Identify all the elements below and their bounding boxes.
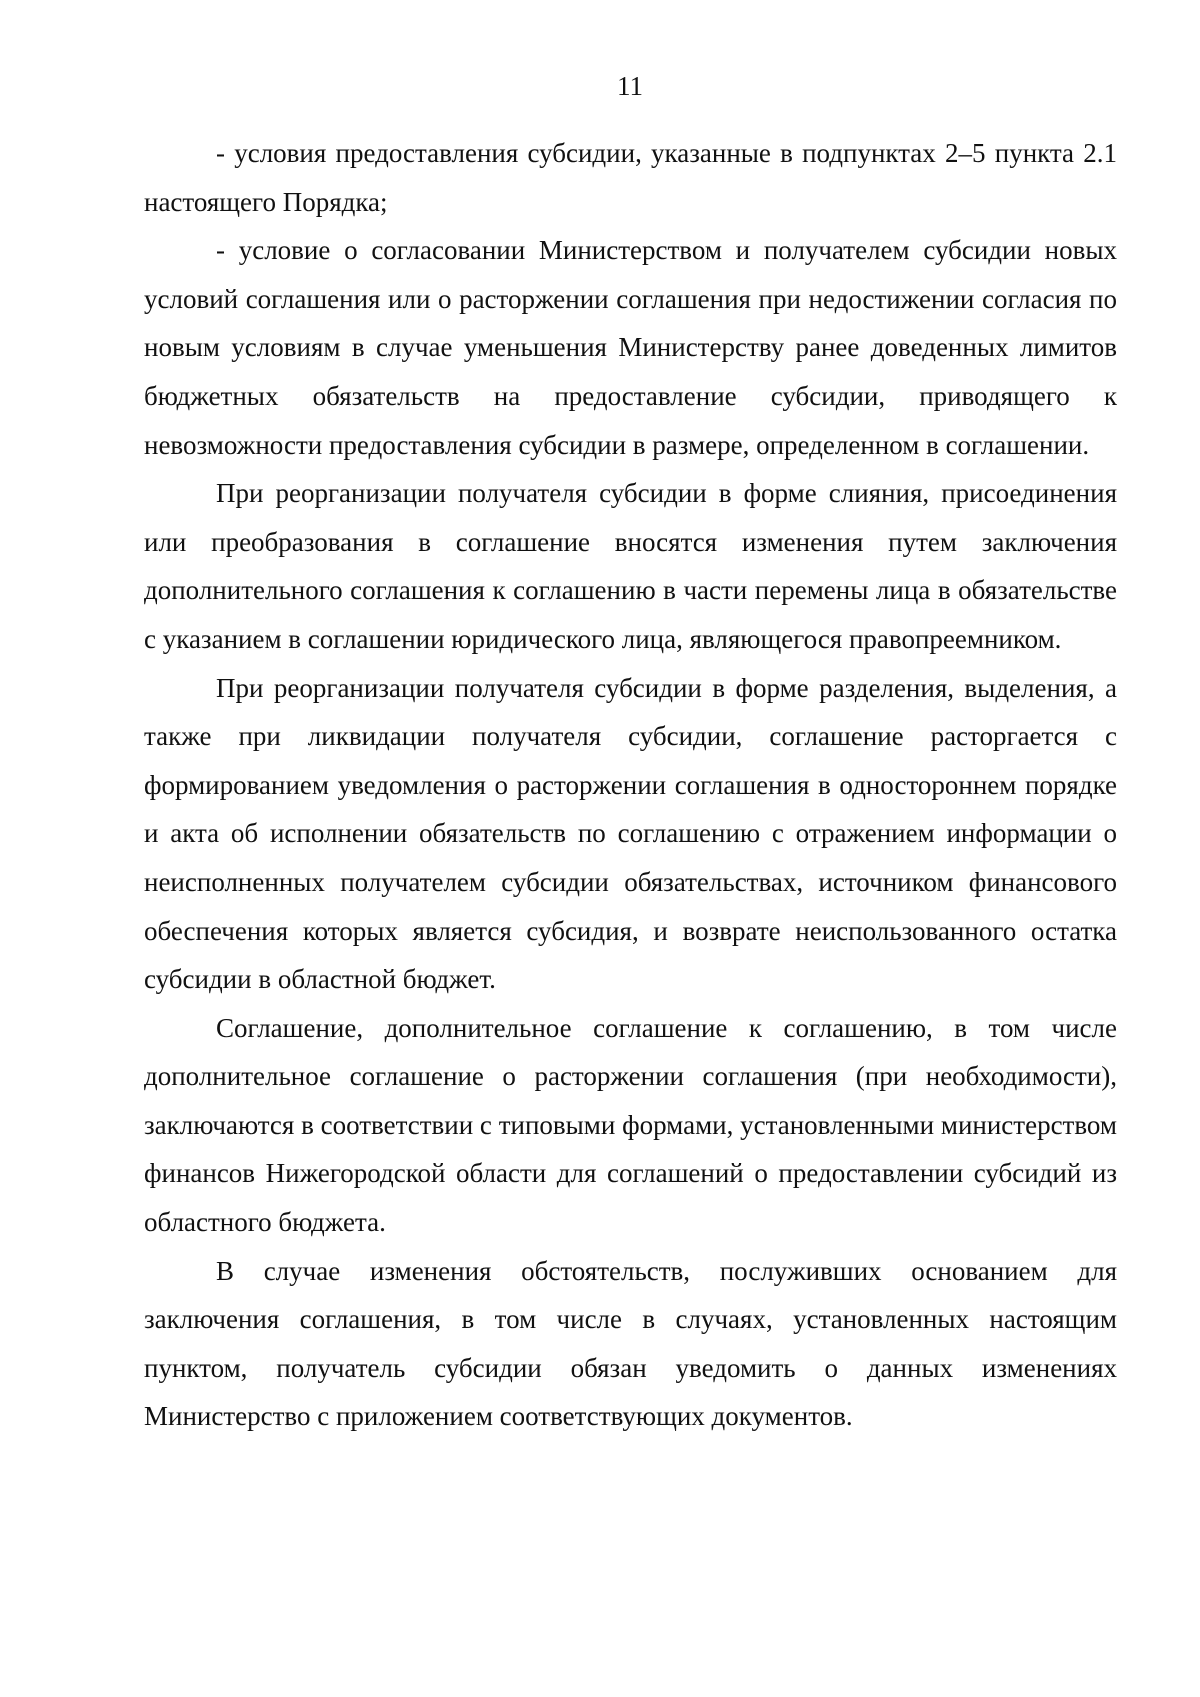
paragraph-reorganization-division: При реорганизации получателя субсидии в форме разделения, выделения, а также при ликвидации получателя субсидии, соглашение расторгается с формированием уведомления о расторжении соглашения в одностороннем порядке и акта об исполнении обязательств по соглашению с отражением информации о неисполненных получателем субсидии обязательствах, источником финансового обеспечения которых является субсидия, и возврате неиспользованного остатка субсидии в областной бюджет. <box>144 672 1117 995</box>
paragraph-subsidy-conditions: - условия предоставления субсидии, указанные в подпунктах 2–5 пункта 2.1 настоящего Порядка; <box>144 138 1117 217</box>
document-body <box>144 129 1117 1441</box>
paragraph-reorganization-merger: При реорганизации получателя субсидии в форме слияния, присоединения или преобразования в соглашение вносятся изменения путем заключения дополнительного соглашения к соглашению в части перемены лица в обязательстве с указанием в соглашении юридического лица, являющегося правопреемником. <box>144 478 1117 654</box>
paragraph-agreement-revision-condition: - условие о согласовании Министерством и получателем субсидии новых условий соглашения или о расторжении соглашения при недостижении согласия по новым условиям в случае уменьшения Министерству ранее доведенных лимитов бюджетных обязательств на предоставление субсидии, приводящего к невозможности предоставления субсидии в размере, определенном в соглашении. <box>144 235 1117 460</box>
paragraph-standard-forms: Соглашение, дополнительное соглашение к соглашению, в том числе дополнительное соглашение о расторжении соглашения (при необходимости), заключаются в соответствии с типовыми формами, установленными министерством финансов Нижегородской области для соглашений о предоставлении субсидий из областного бюджета. <box>144 1012 1117 1238</box>
page-number: 11 <box>617 71 643 101</box>
paragraph-change-notification: В случае изменения обстоятельств, послуживших основанием для заключения соглашения, в том числе в случаях, установленных настоящим пунктом, получатель субсидии обязан уведомить о данных изменениях Министерство с приложением соответствующих документов. <box>144 1255 1117 1432</box>
